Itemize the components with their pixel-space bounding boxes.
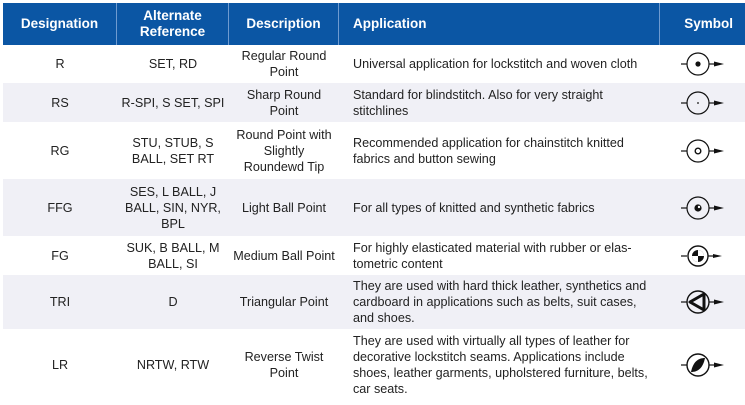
- header-application: Application: [339, 3, 660, 45]
- header-description: Description: [229, 3, 339, 45]
- designation-cell: RG: [50, 143, 70, 158]
- table-row: [3, 329, 745, 401]
- description-cell: Reverse Twist Point: [244, 350, 324, 380]
- designation-cell: FG: [51, 248, 69, 263]
- table-row: [3, 236, 745, 275]
- description-cell: Regular Round Point: [241, 49, 327, 79]
- circle-small-dot-icon: [679, 89, 727, 117]
- symbol-cell: [660, 179, 745, 236]
- application-cell: They are used with virtually all types of leather for decorative lockstitch seams. Applications include shoes, leather garments, upholstered furniture, belts, car seats.: [353, 334, 648, 396]
- alternate-reference-cell: R-SPI, S SET, SPI: [121, 95, 225, 110]
- table-row: [3, 83, 745, 122]
- header-alternate-reference: Alternate Reference: [117, 3, 229, 45]
- designation-cell: RS: [51, 95, 69, 110]
- application-cell: Universal application for lockstitch and woven cloth: [353, 57, 638, 71]
- alternate-reference-cell: STU, STUB, S BALL, SET RT: [131, 135, 215, 166]
- application-cell: For highly elasticated material with rubber or elas-tometric content: [353, 240, 632, 271]
- circle-ring-icon: [679, 137, 727, 165]
- alternate-reference-cell: D: [168, 295, 178, 309]
- circle-medium-ball-icon: [679, 242, 727, 270]
- designation-cell: TRI: [49, 295, 71, 309]
- designation-cell: LR: [51, 358, 69, 372]
- description-cell: Round Point with Slightly Roundewd Tip: [236, 127, 332, 174]
- table-row: [3, 275, 745, 329]
- symbol-cell: [660, 45, 745, 83]
- application-cell: Recommended application for chainstitch knitted fabrics and button sewing: [353, 135, 624, 166]
- application-cell: For all types of knitted and synthetic fabrics: [353, 200, 595, 215]
- table-row: [3, 45, 745, 83]
- description-cell: Sharp Round Point: [246, 87, 322, 118]
- circle-reverse-twist-icon: [679, 351, 727, 379]
- alternate-reference-cell: SET, RD: [148, 57, 198, 71]
- application-cell: They are used with hard thick leather, synthetics and cardboard in applications such as belts, suit cases, and shoes.: [353, 279, 647, 325]
- circle-triangle-icon: [679, 288, 727, 316]
- alternate-reference-cell: NRTW, RTW: [136, 358, 210, 372]
- description-cell: Light Ball Point: [241, 200, 326, 215]
- symbol-cell: [660, 236, 745, 275]
- table-row: [3, 179, 745, 236]
- alternate-reference-cell: SUK, B BALL, M BALL, SI: [126, 240, 220, 271]
- table-row: [3, 122, 745, 179]
- symbol-cell: [660, 122, 745, 179]
- table-header-row: [3, 3, 745, 45]
- symbol-cell: [660, 329, 745, 401]
- designation-cell: FFG: [47, 200, 73, 215]
- alternate-reference-cell: SES, L BALL, J BALL, SIN, NYR, BPL: [125, 184, 221, 231]
- circle-light-ball-icon: [679, 194, 727, 222]
- header-designation: Designation: [3, 3, 117, 45]
- circle-large-dot-icon: [679, 50, 727, 78]
- description-cell: Triangular Point: [239, 295, 329, 309]
- description-cell: Medium Ball Point: [233, 248, 335, 263]
- designation-cell: R: [55, 57, 65, 71]
- symbol-cell: [660, 275, 745, 329]
- needle-point-table: [3, 3, 745, 401]
- application-cell: Standard for blindstitch. Also for very straight stitchlines: [353, 87, 603, 118]
- symbol-cell: [660, 83, 745, 122]
- header-symbol: Symbol: [684, 16, 733, 31]
